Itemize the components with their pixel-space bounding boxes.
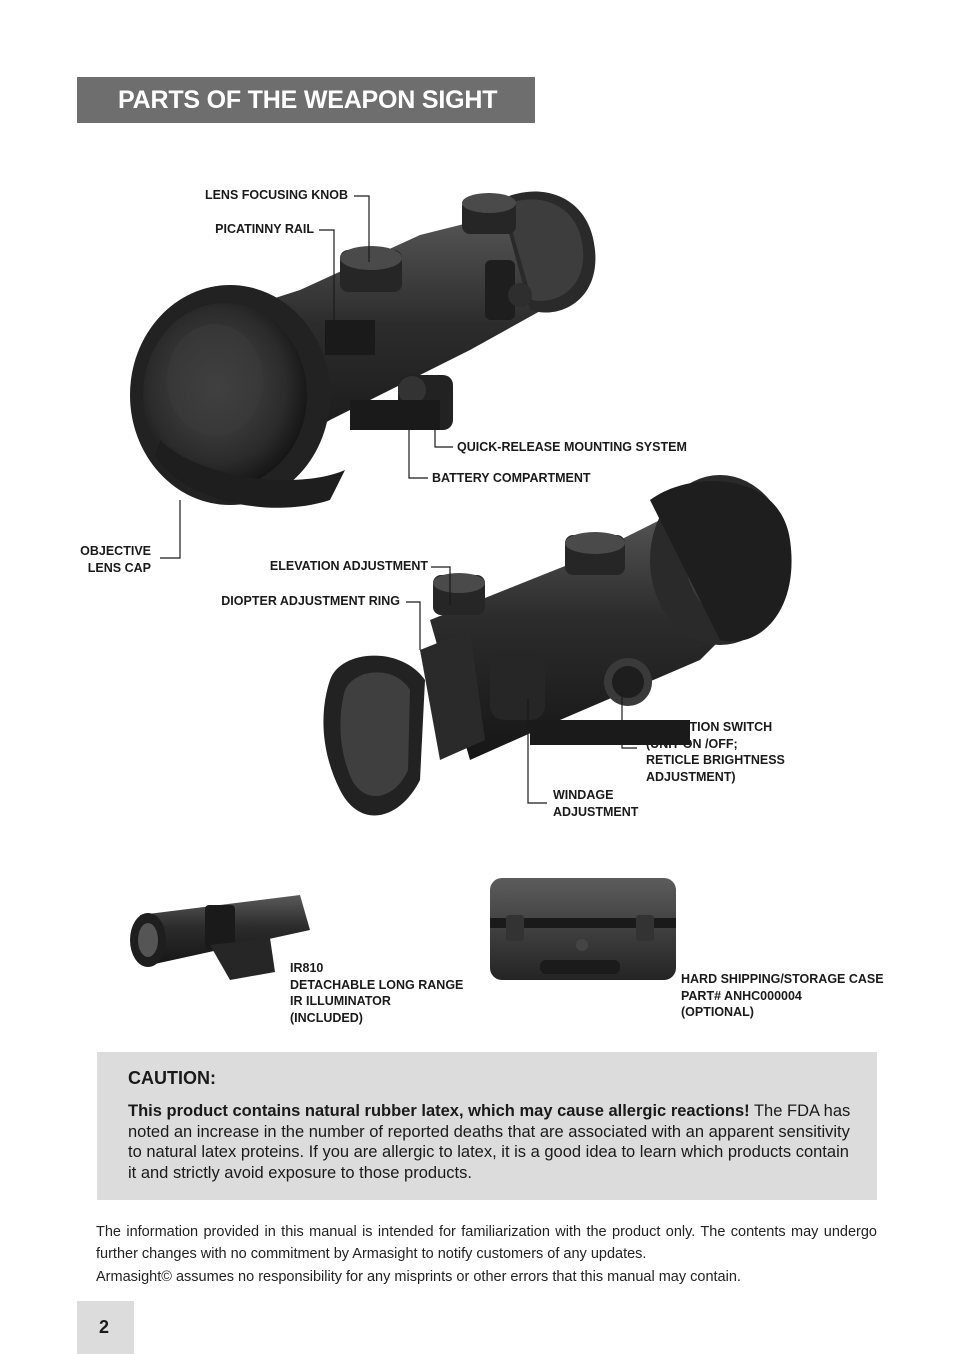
hard-case-image [490, 878, 676, 980]
disclaimer [96, 1222, 877, 1289]
disclaimer-line-1: The information provided in this manual is intended for familiarization with the product only. The contents may undergo further changes with no commitment by Armasight to notify customers of any updates. [96, 1224, 877, 1262]
label-windage-adjustment: WINDAGE ADJUSTMENT [553, 788, 639, 819]
label-quick-release-mounting: QUICK-RELEASE MOUNTING SYSTEM [457, 440, 687, 454]
caution-heading: CAUTION: [128, 1068, 216, 1088]
label-ir810: IR810 DETACHABLE LONG RANGE IR ILLUMINATOR (INCLUDED) [290, 961, 464, 1025]
label-elevation-adjustment: ELEVATION ADJUSTMENT [269, 559, 428, 573]
disclaimer-line-2: Armasight© assumes no responsibility for any misprints or other errors that this manual may contain. [96, 1269, 741, 1285]
label-objective-lens-cap: OBJECTIVE LENS CAP [80, 544, 151, 575]
label-operation-switch: OPERATION SWITCH (UNIT ON /OFF; RETICLE BRIGHTNESS ADJUSTMENT) [646, 720, 785, 784]
caution-body-text: The FDA has noted an increase in the number of reported deaths that are associated with an apparent sensitivity to natural latex proteins. If you are allergic to latex, it is a good idea to learn which products contain it and strictly avoid exposure to those products. [128, 1102, 851, 1182]
page-title: PARTS OF THE WEAPON SIGHT [77, 77, 535, 123]
caution-bold-text: This product contains natural rubber latex, which may cause allergic reactions! [128, 1102, 750, 1120]
caution-box [97, 1052, 877, 1200]
label-lens-focusing-knob: LENS FOCUSING KNOB [204, 188, 348, 202]
ir-illuminator-image [130, 895, 310, 980]
page-number: 2 [77, 1301, 134, 1354]
label-battery-compartment: BATTERY COMPARTMENT [432, 471, 591, 485]
caution-text [128, 1101, 851, 1183]
weapon-sight-front-view [130, 192, 595, 508]
label-diopter-adjustment-ring: DIOPTER ADJUSTMENT RING [221, 594, 400, 608]
label-picatinny-rail: PICATINNY RAIL [215, 222, 314, 236]
label-hard-case: HARD SHIPPING/STORAGE CASE PART# ANHC000004 (OPTIONAL) [681, 972, 884, 1019]
